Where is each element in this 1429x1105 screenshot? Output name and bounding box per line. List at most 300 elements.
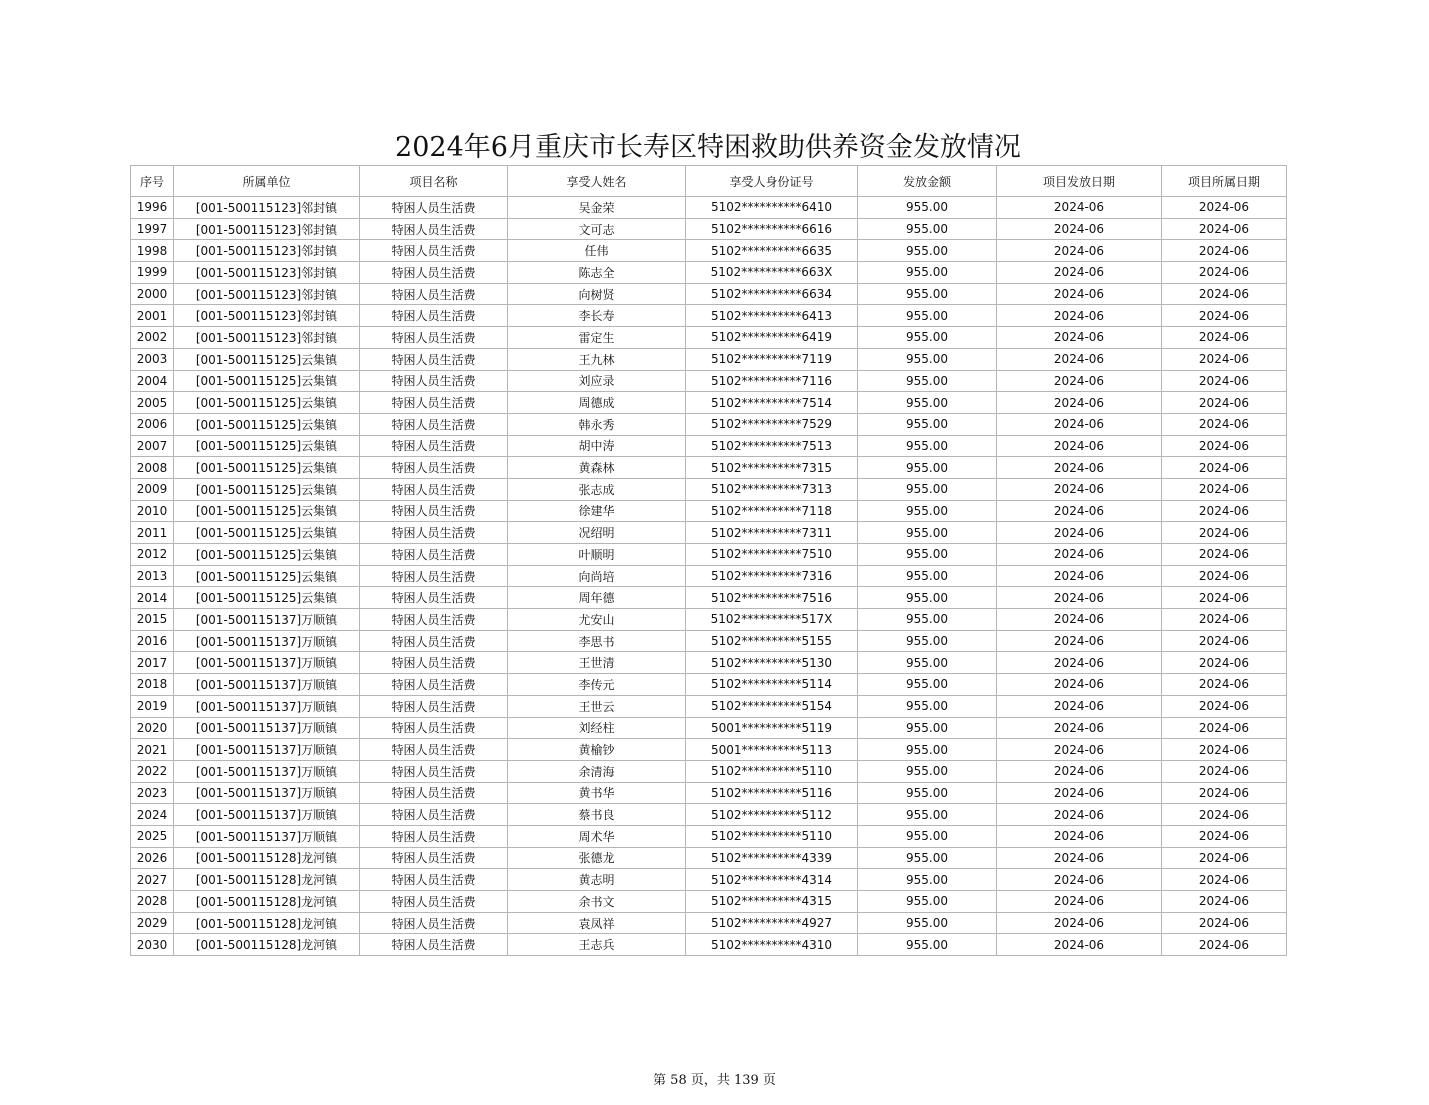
cell-belong-date: 2024-06 (1162, 869, 1287, 891)
cell-recipient-name: 余清海 (508, 760, 686, 782)
cell-recipient-name: 袁凤祥 (508, 912, 686, 934)
cell-recipient-name: 黄书华 (508, 782, 686, 804)
cell-project: 特困人员生活费 (360, 804, 508, 826)
cell-amount: 955.00 (858, 912, 997, 934)
cell-id-number: 5102**********5155 (686, 630, 858, 652)
table-row (131, 392, 1287, 414)
table-row (131, 478, 1287, 500)
cell-belong-date: 2024-06 (1162, 197, 1287, 219)
cell-unit: [001-500115125]云集镇 (174, 392, 360, 414)
cell-index: 2015 (131, 609, 174, 631)
header-project: 项目名称 (360, 166, 508, 197)
cell-unit: [001-500115128]龙河镇 (174, 869, 360, 891)
table-row (131, 327, 1287, 349)
cell-id-number: 5102**********4315 (686, 891, 858, 913)
cell-issue-date: 2024-06 (997, 305, 1162, 327)
cell-recipient-name: 周德成 (508, 392, 686, 414)
cell-project: 特困人员生活费 (360, 652, 508, 674)
cell-id-number: 5102**********6635 (686, 240, 858, 262)
cell-belong-date: 2024-06 (1162, 652, 1287, 674)
cell-project: 特困人员生活费 (360, 717, 508, 739)
cell-id-number: 5102**********5110 (686, 760, 858, 782)
cell-unit: [001-500115128]龙河镇 (174, 934, 360, 956)
cell-issue-date: 2024-06 (997, 522, 1162, 544)
cell-unit: [001-500115137]万顺镇 (174, 717, 360, 739)
table-row (131, 760, 1287, 782)
cell-unit: [001-500115123]邻封镇 (174, 262, 360, 284)
table-row (131, 348, 1287, 370)
cell-issue-date: 2024-06 (997, 760, 1162, 782)
cell-index: 2002 (131, 327, 174, 349)
cell-recipient-name: 胡中涛 (508, 435, 686, 457)
cell-unit: [001-500115123]邻封镇 (174, 327, 360, 349)
cell-id-number: 5102**********7311 (686, 522, 858, 544)
cell-amount: 955.00 (858, 327, 997, 349)
cell-id-number: 5102**********5112 (686, 804, 858, 826)
header-amount: 发放金额 (858, 166, 997, 197)
cell-recipient-name: 尤安山 (508, 609, 686, 631)
cell-id-number: 5102**********7510 (686, 544, 858, 566)
cell-belong-date: 2024-06 (1162, 327, 1287, 349)
cell-belong-date: 2024-06 (1162, 392, 1287, 414)
cell-id-number: 5102**********7516 (686, 587, 858, 609)
cell-amount: 955.00 (858, 370, 997, 392)
cell-unit: [001-500115137]万顺镇 (174, 695, 360, 717)
table-row (131, 544, 1287, 566)
cell-belong-date: 2024-06 (1162, 912, 1287, 934)
cell-belong-date: 2024-06 (1162, 630, 1287, 652)
cell-belong-date: 2024-06 (1162, 847, 1287, 869)
cell-index: 2021 (131, 739, 174, 761)
cell-id-number: 5102**********663X (686, 262, 858, 284)
cell-project: 特困人员生活费 (360, 500, 508, 522)
table-row (131, 674, 1287, 696)
cell-amount: 955.00 (858, 934, 997, 956)
table-row (131, 457, 1287, 479)
cell-amount: 955.00 (858, 283, 997, 305)
cell-project: 特困人员生活费 (360, 825, 508, 847)
cell-index: 2000 (131, 283, 174, 305)
cell-issue-date: 2024-06 (997, 218, 1162, 240)
cell-amount: 955.00 (858, 804, 997, 826)
cell-recipient-name: 向树贤 (508, 283, 686, 305)
cell-project: 特困人员生活费 (360, 739, 508, 761)
cell-belong-date: 2024-06 (1162, 457, 1287, 479)
cell-amount: 955.00 (858, 500, 997, 522)
cell-index: 2026 (131, 847, 174, 869)
cell-unit: [001-500115137]万顺镇 (174, 760, 360, 782)
cell-amount: 955.00 (858, 218, 997, 240)
cell-unit: [001-500115137]万顺镇 (174, 825, 360, 847)
table-header (131, 166, 1287, 197)
cell-belong-date: 2024-06 (1162, 825, 1287, 847)
cell-belong-date: 2024-06 (1162, 240, 1287, 262)
cell-recipient-name: 吴金荣 (508, 197, 686, 219)
cell-recipient-name: 王九林 (508, 348, 686, 370)
cell-amount: 955.00 (858, 652, 997, 674)
cell-project: 特困人员生活费 (360, 197, 508, 219)
header-index: 序号 (131, 166, 174, 197)
cell-belong-date: 2024-06 (1162, 804, 1287, 826)
cell-unit: [001-500115125]云集镇 (174, 544, 360, 566)
cell-belong-date: 2024-06 (1162, 305, 1287, 327)
cell-belong-date: 2024-06 (1162, 218, 1287, 240)
table-row (131, 587, 1287, 609)
cell-unit: [001-500115128]龙河镇 (174, 891, 360, 913)
cell-amount: 955.00 (858, 869, 997, 891)
cell-recipient-name: 蔡书良 (508, 804, 686, 826)
cell-unit: [001-500115137]万顺镇 (174, 652, 360, 674)
cell-project: 特困人员生活费 (360, 934, 508, 956)
cell-unit: [001-500115137]万顺镇 (174, 609, 360, 631)
cell-unit: [001-500115137]万顺镇 (174, 804, 360, 826)
cell-index: 2009 (131, 478, 174, 500)
cell-recipient-name: 黄森林 (508, 457, 686, 479)
cell-belong-date: 2024-06 (1162, 500, 1287, 522)
cell-amount: 955.00 (858, 782, 997, 804)
table-row (131, 652, 1287, 674)
table-row (131, 847, 1287, 869)
cell-belong-date: 2024-06 (1162, 674, 1287, 696)
table-row (131, 218, 1287, 240)
cell-id-number: 5102**********7529 (686, 413, 858, 435)
cell-issue-date: 2024-06 (997, 804, 1162, 826)
cell-amount: 955.00 (858, 674, 997, 696)
cell-unit: [001-500115125]云集镇 (174, 457, 360, 479)
cell-issue-date: 2024-06 (997, 500, 1162, 522)
cell-recipient-name: 韩永秀 (508, 413, 686, 435)
header-recipient-name: 享受人姓名 (508, 166, 686, 197)
table-row (131, 609, 1287, 631)
cell-recipient-name: 雷定生 (508, 327, 686, 349)
cell-id-number: 5102**********5114 (686, 674, 858, 696)
cell-unit: [001-500115125]云集镇 (174, 500, 360, 522)
cell-project: 特困人员生活费 (360, 435, 508, 457)
header-unit: 所属单位 (174, 166, 360, 197)
cell-issue-date: 2024-06 (997, 847, 1162, 869)
cell-issue-date: 2024-06 (997, 283, 1162, 305)
header-row (131, 166, 1287, 197)
cell-amount: 955.00 (858, 262, 997, 284)
cell-project: 特困人员生活费 (360, 630, 508, 652)
cell-issue-date: 2024-06 (997, 435, 1162, 457)
cell-id-number: 5102**********5154 (686, 695, 858, 717)
cell-amount: 955.00 (858, 197, 997, 219)
cell-issue-date: 2024-06 (997, 630, 1162, 652)
cell-index: 2028 (131, 891, 174, 913)
table-row (131, 912, 1287, 934)
header-id-number: 享受人身份证号 (686, 166, 858, 197)
cell-issue-date: 2024-06 (997, 240, 1162, 262)
table-row (131, 717, 1287, 739)
cell-id-number: 5102**********5110 (686, 825, 858, 847)
cell-issue-date: 2024-06 (997, 695, 1162, 717)
cell-index: 2006 (131, 413, 174, 435)
cell-unit: [001-500115125]云集镇 (174, 587, 360, 609)
cell-index: 2025 (131, 825, 174, 847)
cell-index: 2023 (131, 782, 174, 804)
cell-recipient-name: 刘经柱 (508, 717, 686, 739)
table-row (131, 825, 1287, 847)
cell-recipient-name: 刘应录 (508, 370, 686, 392)
cell-project: 特困人员生活费 (360, 674, 508, 696)
cell-index: 2001 (131, 305, 174, 327)
cell-project: 特困人员生活费 (360, 370, 508, 392)
cell-amount: 955.00 (858, 739, 997, 761)
cell-index: 2017 (131, 652, 174, 674)
cell-amount: 955.00 (858, 630, 997, 652)
cell-issue-date: 2024-06 (997, 544, 1162, 566)
cell-id-number: 5001**********5119 (686, 717, 858, 739)
table-row (131, 739, 1287, 761)
cell-id-number: 5001**********5113 (686, 739, 858, 761)
cell-issue-date: 2024-06 (997, 674, 1162, 696)
cell-recipient-name: 陈志全 (508, 262, 686, 284)
cell-project: 特困人员生活费 (360, 283, 508, 305)
cell-project: 特困人员生活费 (360, 478, 508, 500)
table-row (131, 240, 1287, 262)
cell-recipient-name: 张志成 (508, 478, 686, 500)
cell-index: 2019 (131, 695, 174, 717)
cell-recipient-name: 李长寿 (508, 305, 686, 327)
table-row (131, 522, 1287, 544)
cell-index: 2014 (131, 587, 174, 609)
cell-unit: [001-500115125]云集镇 (174, 370, 360, 392)
cell-id-number: 5102**********7514 (686, 392, 858, 414)
cell-id-number: 5102**********7116 (686, 370, 858, 392)
cell-index: 1996 (131, 197, 174, 219)
cell-belong-date: 2024-06 (1162, 544, 1287, 566)
cell-belong-date: 2024-06 (1162, 522, 1287, 544)
cell-id-number: 5102**********6410 (686, 197, 858, 219)
cell-recipient-name: 任伟 (508, 240, 686, 262)
cell-id-number: 5102**********7513 (686, 435, 858, 457)
cell-unit: [001-500115125]云集镇 (174, 348, 360, 370)
table-body (131, 197, 1287, 956)
cell-id-number: 5102**********6419 (686, 327, 858, 349)
cell-index: 2011 (131, 522, 174, 544)
cell-project: 特困人员生活费 (360, 457, 508, 479)
cell-unit: [001-500115123]邻封镇 (174, 305, 360, 327)
cell-id-number: 5102**********4927 (686, 912, 858, 934)
cell-unit: [001-500115125]云集镇 (174, 478, 360, 500)
cell-id-number: 5102**********7315 (686, 457, 858, 479)
cell-project: 特困人员生活费 (360, 847, 508, 869)
cell-id-number: 5102**********5116 (686, 782, 858, 804)
cell-project: 特困人员生活费 (360, 348, 508, 370)
cell-issue-date: 2024-06 (997, 869, 1162, 891)
cell-issue-date: 2024-06 (997, 825, 1162, 847)
cell-recipient-name: 李传元 (508, 674, 686, 696)
cell-belong-date: 2024-06 (1162, 262, 1287, 284)
cell-amount: 955.00 (858, 305, 997, 327)
cell-id-number: 5102**********4310 (686, 934, 858, 956)
cell-index: 1998 (131, 240, 174, 262)
cell-id-number: 5102**********7313 (686, 478, 858, 500)
cell-index: 2007 (131, 435, 174, 457)
cell-belong-date: 2024-06 (1162, 934, 1287, 956)
table-row (131, 782, 1287, 804)
table-row (131, 413, 1287, 435)
table-row (131, 565, 1287, 587)
data-table (130, 165, 1287, 956)
cell-unit: [001-500115128]龙河镇 (174, 847, 360, 869)
cell-belong-date: 2024-06 (1162, 565, 1287, 587)
cell-amount: 955.00 (858, 847, 997, 869)
cell-recipient-name: 向尚培 (508, 565, 686, 587)
cell-project: 特困人员生活费 (360, 327, 508, 349)
cell-amount: 955.00 (858, 478, 997, 500)
cell-project: 特困人员生活费 (360, 782, 508, 804)
cell-unit: [001-500115123]邻封镇 (174, 240, 360, 262)
cell-project: 特困人员生活费 (360, 522, 508, 544)
cell-belong-date: 2024-06 (1162, 435, 1287, 457)
table-row (131, 891, 1287, 913)
cell-issue-date: 2024-06 (997, 348, 1162, 370)
cell-recipient-name: 余书文 (508, 891, 686, 913)
cell-issue-date: 2024-06 (997, 413, 1162, 435)
cell-unit: [001-500115137]万顺镇 (174, 630, 360, 652)
cell-index: 2010 (131, 500, 174, 522)
cell-belong-date: 2024-06 (1162, 739, 1287, 761)
cell-recipient-name: 王世云 (508, 695, 686, 717)
cell-amount: 955.00 (858, 240, 997, 262)
table-row (131, 630, 1287, 652)
cell-issue-date: 2024-06 (997, 891, 1162, 913)
cell-index: 2030 (131, 934, 174, 956)
cell-amount: 955.00 (858, 348, 997, 370)
table-row (131, 435, 1287, 457)
cell-issue-date: 2024-06 (997, 717, 1162, 739)
cell-id-number: 5102**********7316 (686, 565, 858, 587)
cell-amount: 955.00 (858, 825, 997, 847)
cell-project: 特困人员生活费 (360, 609, 508, 631)
cell-issue-date: 2024-06 (997, 262, 1162, 284)
cell-belong-date: 2024-06 (1162, 782, 1287, 804)
cell-unit: [001-500115123]邻封镇 (174, 218, 360, 240)
header-issue-date: 项目发放日期 (997, 166, 1162, 197)
cell-amount: 955.00 (858, 413, 997, 435)
cell-belong-date: 2024-06 (1162, 587, 1287, 609)
cell-belong-date: 2024-06 (1162, 760, 1287, 782)
cell-id-number: 5102**********6616 (686, 218, 858, 240)
cell-recipient-name: 张德龙 (508, 847, 686, 869)
cell-index: 2016 (131, 630, 174, 652)
table-row (131, 370, 1287, 392)
cell-id-number: 5102**********5130 (686, 652, 858, 674)
cell-project: 特困人员生活费 (360, 695, 508, 717)
cell-issue-date: 2024-06 (997, 587, 1162, 609)
table-row (131, 869, 1287, 891)
cell-project: 特困人员生活费 (360, 587, 508, 609)
cell-unit: [001-500115123]邻封镇 (174, 197, 360, 219)
cell-index: 2004 (131, 370, 174, 392)
cell-amount: 955.00 (858, 522, 997, 544)
cell-amount: 955.00 (858, 392, 997, 414)
cell-unit: [001-500115125]云集镇 (174, 413, 360, 435)
cell-amount: 955.00 (858, 544, 997, 566)
cell-issue-date: 2024-06 (997, 609, 1162, 631)
cell-belong-date: 2024-06 (1162, 283, 1287, 305)
cell-project: 特困人员生活费 (360, 869, 508, 891)
cell-index: 2005 (131, 392, 174, 414)
cell-issue-date: 2024-06 (997, 912, 1162, 934)
cell-recipient-name: 徐建华 (508, 500, 686, 522)
cell-unit: [001-500115123]邻封镇 (174, 283, 360, 305)
cell-id-number: 5102**********7119 (686, 348, 858, 370)
cell-recipient-name: 周术华 (508, 825, 686, 847)
cell-recipient-name: 王志兵 (508, 934, 686, 956)
cell-unit: [001-500115137]万顺镇 (174, 674, 360, 696)
cell-index: 2012 (131, 544, 174, 566)
cell-index: 2020 (131, 717, 174, 739)
cell-belong-date: 2024-06 (1162, 478, 1287, 500)
table-row (131, 500, 1287, 522)
cell-unit: [001-500115137]万顺镇 (174, 739, 360, 761)
cell-amount: 955.00 (858, 565, 997, 587)
cell-recipient-name: 李思书 (508, 630, 686, 652)
cell-id-number: 5102**********517X (686, 609, 858, 631)
cell-index: 2027 (131, 869, 174, 891)
cell-project: 特困人员生活费 (360, 760, 508, 782)
cell-amount: 955.00 (858, 457, 997, 479)
cell-recipient-name: 王世清 (508, 652, 686, 674)
cell-amount: 955.00 (858, 609, 997, 631)
cell-recipient-name: 黄志明 (508, 869, 686, 891)
cell-belong-date: 2024-06 (1162, 717, 1287, 739)
cell-id-number: 5102**********4339 (686, 847, 858, 869)
cell-unit: [001-500115137]万顺镇 (174, 782, 360, 804)
cell-recipient-name: 黄榆钞 (508, 739, 686, 761)
cell-project: 特困人员生活费 (360, 413, 508, 435)
cell-amount: 955.00 (858, 695, 997, 717)
page-footer: 第 58 页，共 139 页 (653, 1073, 776, 1088)
cell-amount: 955.00 (858, 435, 997, 457)
cell-issue-date: 2024-06 (997, 478, 1162, 500)
cell-belong-date: 2024-06 (1162, 348, 1287, 370)
page-title: 2024年6月重庆市长寿区特困救助供养资金发放情况 (395, 132, 1021, 163)
cell-issue-date: 2024-06 (997, 565, 1162, 587)
cell-issue-date: 2024-06 (997, 197, 1162, 219)
cell-index: 1999 (131, 262, 174, 284)
cell-project: 特困人员生活费 (360, 305, 508, 327)
cell-unit: [001-500115125]云集镇 (174, 565, 360, 587)
cell-index: 2022 (131, 760, 174, 782)
cell-project: 特困人员生活费 (360, 240, 508, 262)
table-row (131, 695, 1287, 717)
cell-belong-date: 2024-06 (1162, 891, 1287, 913)
cell-id-number: 5102**********6634 (686, 283, 858, 305)
cell-amount: 955.00 (858, 587, 997, 609)
table-row (131, 262, 1287, 284)
cell-belong-date: 2024-06 (1162, 609, 1287, 631)
cell-amount: 955.00 (858, 717, 997, 739)
table-row (131, 305, 1287, 327)
cell-index: 1997 (131, 218, 174, 240)
cell-index: 2008 (131, 457, 174, 479)
cell-issue-date: 2024-06 (997, 370, 1162, 392)
cell-index: 2018 (131, 674, 174, 696)
cell-issue-date: 2024-06 (997, 392, 1162, 414)
cell-issue-date: 2024-06 (997, 934, 1162, 956)
cell-belong-date: 2024-06 (1162, 413, 1287, 435)
cell-index: 2013 (131, 565, 174, 587)
cell-project: 特困人员生活费 (360, 565, 508, 587)
cell-project: 特困人员生活费 (360, 891, 508, 913)
cell-recipient-name: 叶顺明 (508, 544, 686, 566)
cell-unit: [001-500115128]龙河镇 (174, 912, 360, 934)
cell-issue-date: 2024-06 (997, 652, 1162, 674)
